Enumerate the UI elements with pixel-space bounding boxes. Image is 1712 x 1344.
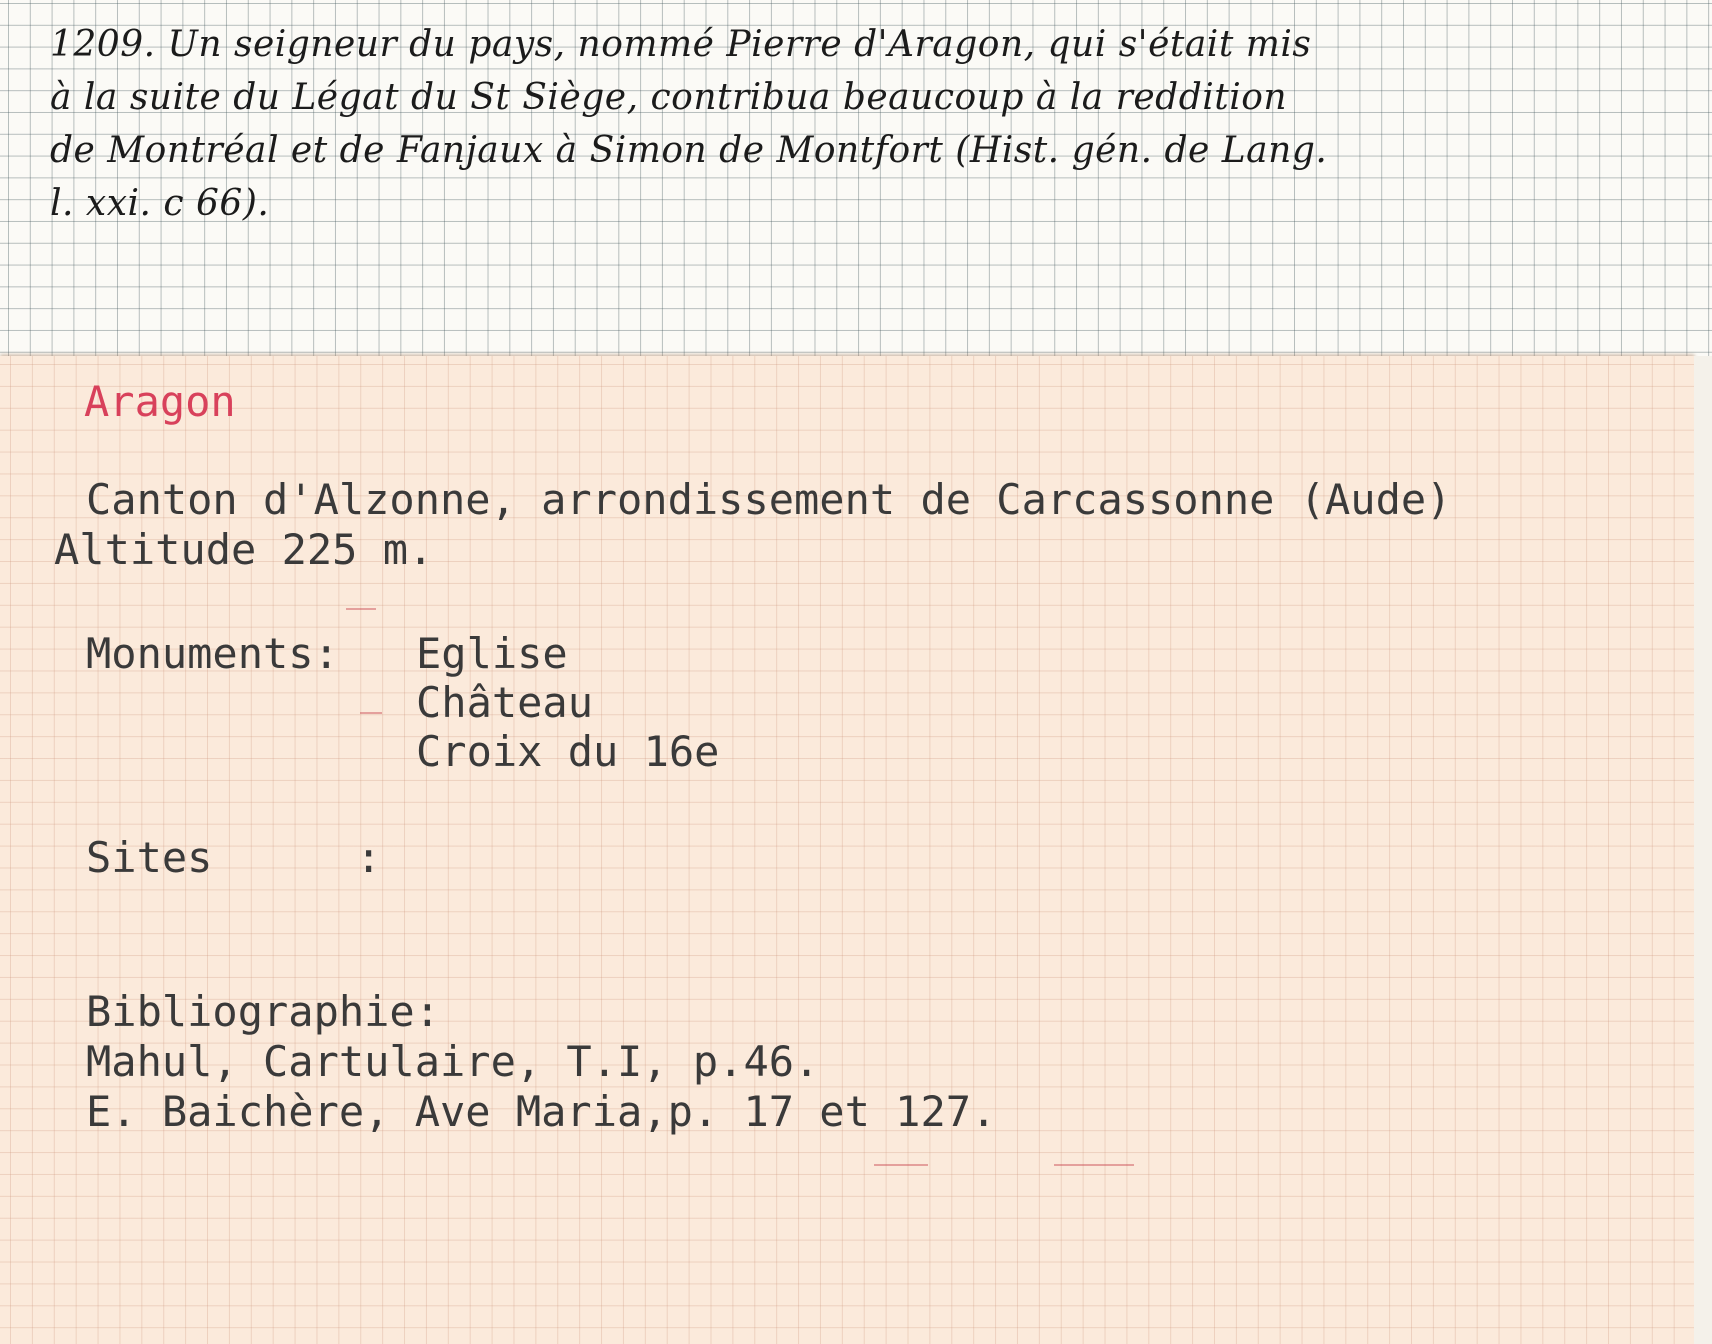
handwritten-note — [50, 18, 1690, 230]
canton-line: Canton d'Alzonne, arrondissement de Carcassonne (Aude) — [86, 475, 1452, 524]
bibliography-entry: Mahul, Cartulaire, T.I, p.46. — [86, 1037, 820, 1086]
card-title: Aragon — [84, 377, 236, 426]
handwritten-line: l. xxi. c 66). — [50, 183, 270, 224]
monuments-label: Monuments: — [86, 629, 339, 678]
bibliography-entry: E. Baichère, Ave Maria,p. 17 et 127. — [86, 1087, 997, 1136]
ink-mark — [346, 608, 376, 610]
monument-item: Château — [416, 678, 594, 727]
altitude-line: Altitude 225 m. — [54, 525, 434, 574]
sites-colon: : — [356, 833, 382, 882]
ink-mark — [360, 712, 382, 714]
handwritten-line: 1209. Un seigneur du pays, nommé Pierre d'Aragon, qui s'était mis — [50, 24, 1312, 65]
sites-label: Sites — [86, 833, 213, 882]
ink-mark — [1054, 1164, 1134, 1166]
typed-index-card — [0, 356, 1694, 1344]
bibliography-label: Bibliographie: — [86, 987, 441, 1036]
handwritten-line: de Montréal et de Fanjaux à Simon de Montfort (Hist. gén. de Lang. — [50, 130, 1328, 171]
handwritten-index-card — [0, 0, 1712, 400]
card-edge — [1694, 356, 1712, 1344]
ink-mark — [874, 1164, 928, 1166]
handwritten-line: à la suite du Légat du St Siège, contribua beaucoup à la reddition — [50, 77, 1288, 118]
monument-item: Croix du 16e — [416, 727, 720, 776]
monument-item: Eglise — [416, 629, 568, 678]
